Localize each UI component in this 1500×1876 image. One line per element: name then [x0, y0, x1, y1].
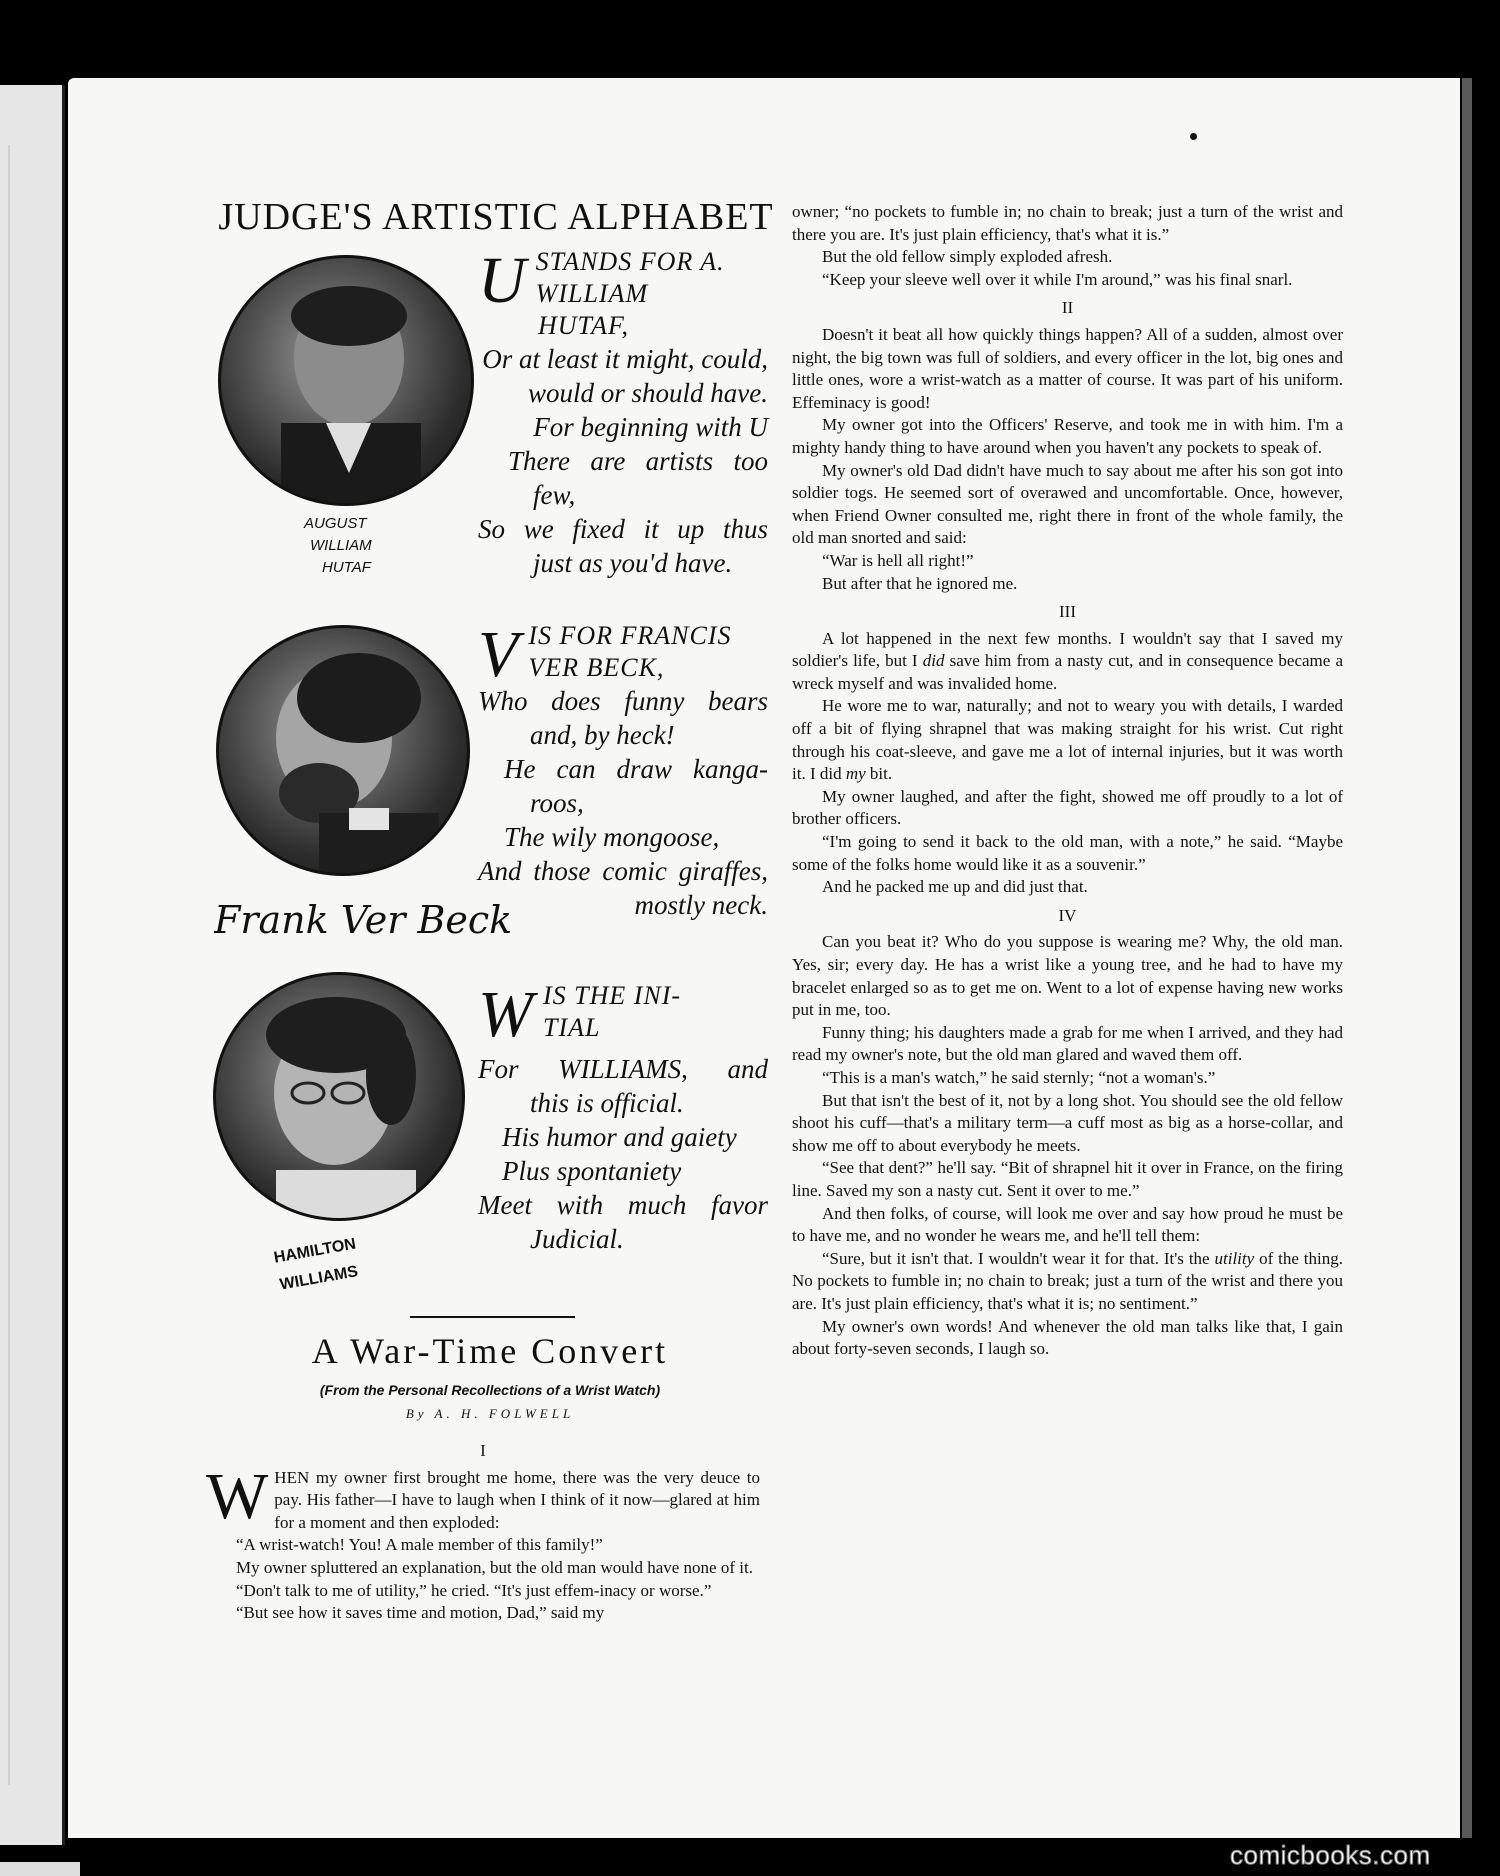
verse-v [478, 620, 768, 922]
verse-line: Plus spontaniety [502, 1156, 682, 1186]
verse-heading-line: IS FOR FRANCIS [528, 621, 732, 650]
story-paragraph [206, 1459, 760, 1535]
section-numeral: IV [1058, 905, 1077, 925]
verse-dropcap: W [478, 978, 533, 1051]
verse-u [478, 246, 768, 580]
story-paragraph: “Keep your sleeve well over it while I'm around,” was his final snarl. [822, 269, 1293, 289]
verse-line: The wily mongoose, [504, 822, 720, 852]
story-emphasis: my [845, 764, 866, 784]
verse-line: For WILLIAMS, and [478, 1054, 768, 1084]
story-text: A lot happened in the next few months. I wouldn't say that I saved my soldier's life, but I [792, 628, 1343, 671]
verse-line: Or at least it might, could, [482, 344, 768, 374]
verse-line: His humor and gaiety [502, 1122, 737, 1152]
story-paragraph: “War is hell all right!” [822, 550, 974, 570]
signature-williams [270, 1225, 400, 1300]
story-text: “Sure, but it isn't that. I wouldn't wear it for that. It's the [822, 1248, 1215, 1268]
story-text: He wore me to war, naturally; and not to weary you with details, I warded off a bit of flying shrapnel that was making straight for his wrist. Cut right through his coat-sleeve, and gave me a lot of internal injuries, but it was worth it. I did [792, 696, 1343, 784]
story-paragraph: “But see how it saves time and motion, Dad,” said my [236, 1603, 605, 1623]
portrait-ver-beck [216, 625, 470, 876]
signature-line: HUTAF [322, 559, 371, 576]
story-paragraph: “I'm going to send it back to the old man, with a note,” he said. “Maybe some of the folks home would like it as a souvenir.” [792, 832, 1343, 874]
story-paragraph: My owner's own words! And whenever the old man talks like that, I gain about forty-seven seconds, I laugh so. [792, 1316, 1343, 1359]
story-paragraph: “Don't talk to me of utility,” he cried. “It's just effem-inacy or worse.” [236, 1580, 712, 1600]
verse-line: and, by heck! [530, 720, 675, 750]
verse-heading-line: VER BECK, [528, 653, 665, 682]
story-paragraph: “See that dent?” he'll say. “Bit of shrapnel hit it over in France, on the firing line. Saved my son a nasty cut. Sent it over to me.” [792, 1158, 1343, 1200]
signature-line: WILLIAM [310, 537, 372, 554]
story-paragraph: My owner laughed, and after the fight, showed me off proudly to a lot of brother officers. [792, 786, 1343, 829]
story-paragraph: “This is a man's watch,” he said sternly; “not a woman's.” [822, 1067, 1216, 1087]
verse-line: roos, [530, 788, 584, 818]
verse-line: just as you'd have. [533, 548, 733, 578]
story-text: bit. [865, 764, 893, 784]
story-text: of the thing. No pockets to fumble in; no chain to break; just a turn of the wrist and there you are. It's just plain efficiency, that's what it is; no sentiment.” [792, 1248, 1343, 1313]
verse-line: And those comic giraffes, [478, 856, 768, 886]
story-column-right [792, 201, 1343, 1361]
verse-line: For beginning with U [533, 412, 768, 442]
story-text: save him from a nasty cut, and in consequence became a wreck myself and was invalided home. [792, 651, 1343, 693]
story-paragraph [792, 1248, 1343, 1316]
story-paragraph: Funny thing; his daughters made a grab for me when I arrived, and they had read my owner's note, but the old man glared and waved them off. [792, 1022, 1343, 1065]
story-dropcap: W [206, 1459, 269, 1533]
story-paragraph [792, 628, 1343, 696]
watermark: comicbooks.com [1230, 1840, 1431, 1870]
story-paragraph: My owner spluttered an explanation, but the old man would have none of it. [236, 1557, 753, 1577]
section-numeral: II [1061, 298, 1074, 318]
signature-line: WILLIAMS [278, 1263, 360, 1294]
story-paragraph: owner; “no pockets to fumble in; no chain to break; just a turn of the wrist and there you are. It's just plain efficiency, that's what it is.” [792, 202, 1343, 244]
portrait-williams [213, 972, 465, 1221]
verse-dropcap: U [478, 244, 526, 317]
page-right-edge [1462, 78, 1472, 1838]
facing-page-edge [0, 85, 65, 1845]
verse-line: Who does funny bears [478, 686, 768, 716]
story-paragraph: “A wrist-watch! You! A male member of this family!” [236, 1535, 603, 1555]
section-numeral: I [480, 1441, 486, 1460]
story-byline: By A. H. FOLWELL [405, 1406, 575, 1421]
signature-line: HAMILTON [272, 1235, 358, 1267]
signature-line: AUGUST [304, 515, 367, 532]
verse-line: There are artists too [508, 446, 768, 476]
story-paragraph: My owner's old Dad didn't have much to say about me after his son got into soldier togs. He seemed sort of overawed and uncomfortable. Once, however, when Friend Owner consulted me, right there in front of the whole family, the old man snorted and said: [792, 460, 1343, 548]
ink-speck [1190, 133, 1197, 140]
verse-w [478, 980, 768, 1256]
verse-heading-line: IS THE INI- [542, 981, 682, 1010]
scan-tab [0, 1862, 80, 1876]
verse-line: would or should have. [528, 378, 768, 408]
story-emphasis: did [922, 651, 945, 671]
story-paragraph: Doesn't it beat all how quickly things happen? All of a sudden, almost over night, the big town was full of soldiers, and every officer in the lot, big ones and little ones, wore a wrist-watch as a matter of course. It was part of his uniform. Effeminacy is good! [792, 324, 1343, 412]
story-paragraph-text: HEN my owner first brought me home, there was the very deuce to pay. His father—I have to laugh when I think of it now—glared at him for a moment and then exploded: [274, 1467, 760, 1532]
verse-line: He can draw kanga- [504, 754, 768, 784]
verse-line: mostly neck. [634, 890, 768, 920]
story-paragraph: And he packed me up and did just that. [822, 877, 1088, 897]
signature-hutaf [300, 508, 390, 580]
verse-dropcap: V [478, 618, 519, 691]
verse-heading-line: STANDS FOR A. [535, 247, 725, 276]
story-paragraph: But after that he ignored me. [822, 573, 1018, 593]
verse-line: few, [533, 480, 576, 510]
story-subtitle: (From the Personal Recollections of a Wrist Watch) [319, 1382, 661, 1398]
section-divider [410, 1316, 575, 1318]
story-paragraph: My owner got into the Officers' Reserve, and took me in with him. I'm a mighty handy thing to have around when you haven't any pockets to speak of. [792, 415, 1343, 457]
verse-heading-line: WILLIAM [535, 279, 649, 308]
story-column-left [206, 1434, 760, 1625]
story-paragraph: Can you beat it? Who do you suppose is wearing me? Why, the old man. Yes, sir; every day. He has a wrist like a young tree, and he had to have my bracelet enlarged so as to get me on. Went to a lot of expense having new works put in me, too. [792, 932, 1343, 1020]
portrait-hutaf-figure [221, 258, 471, 503]
portrait-hutaf [218, 255, 474, 506]
story-title: A War-Time Convert [311, 1331, 669, 1371]
story-paragraph [792, 695, 1343, 785]
verse-heading-line: HUTAF, [538, 311, 629, 340]
story-paragraph: But that isn't the best of it, not by a long shot. You should see the old fellow shoot his cuff—that's a military term—a cuff most as big as a horse-collar, and show me off to about everybody he meets. [792, 1090, 1343, 1155]
story-paragraph: And then folks, of course, will look me over and say how proud he must be to have me, and no wonder he wears me, and he'll tell them: [792, 1203, 1343, 1246]
verse-heading-line: TIAL [542, 1013, 601, 1042]
portrait-ver-beck-figure [219, 628, 467, 873]
section-numeral: III [1059, 602, 1076, 622]
verse-line: Judicial. [530, 1224, 624, 1254]
story-emphasis: utility [1214, 1248, 1255, 1268]
page-title: JUDGE'S ARTISTIC ALPHABET [218, 196, 774, 238]
verse-line: So we fixed it up thus [478, 514, 768, 544]
story-paragraph: But the old fellow simply exploded afresh. [822, 247, 1113, 267]
verse-line: this is official. [530, 1088, 684, 1118]
portrait-williams-figure [216, 975, 462, 1218]
signature-line: Frank Ver Beck [214, 898, 513, 942]
verse-line: Meet with much favor [478, 1190, 768, 1220]
